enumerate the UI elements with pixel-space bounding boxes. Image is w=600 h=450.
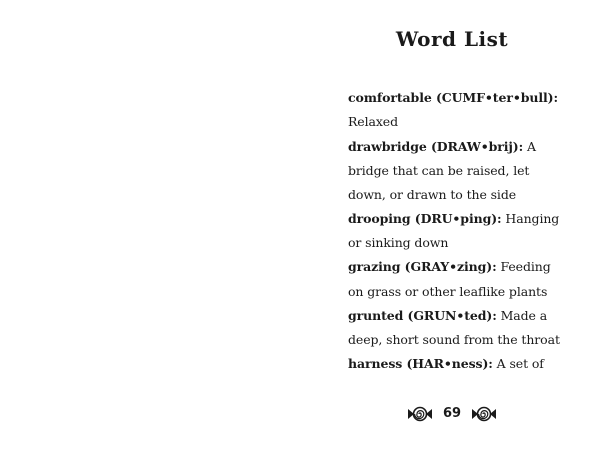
entry-definition: Feeding (496, 259, 551, 274)
entry-definition: Made a (496, 308, 548, 323)
page-footer (406, 404, 498, 424)
entry-term: drawbridge (DRAW•brij): (348, 139, 524, 154)
word-entry-grazing (348, 259, 563, 275)
entry-definition-line: or sinking down (348, 235, 449, 250)
entry-definition-line: down, or drawn to the side (348, 187, 517, 202)
entry-definition-line: bridge that can be raised, let (348, 163, 530, 178)
entry-term: drooping (DRU•ping): (348, 211, 502, 226)
entry-term: grunted (GRUN•ted): (348, 308, 497, 323)
word-entry-harness (348, 356, 563, 372)
entry-definition: Hanging (501, 211, 560, 226)
word-entry-drooping (348, 211, 563, 227)
candy-swirl-icon (406, 406, 434, 422)
candy-swirl-icon (470, 406, 498, 422)
entry-definition-line: on grass or other leaflike plants (348, 284, 548, 299)
entry-term: harness (HAR•ness): (348, 356, 493, 371)
entry-definition-line: deep, short sound from the throat (348, 332, 560, 347)
entry-definition: A set of (492, 356, 544, 371)
entry-definition-line: Relaxed (348, 114, 399, 129)
page-number: 69 (442, 406, 462, 421)
word-entry-comfortable (348, 90, 563, 106)
word-entry-grunted (348, 308, 563, 324)
entry-definition: A (523, 139, 536, 154)
entry-term: comfortable (CUMF•ter•bull): (348, 90, 558, 105)
page-title: Word List (395, 27, 509, 51)
word-entry-drawbridge (348, 139, 563, 155)
entry-term: grazing (GRAY•zing): (348, 259, 497, 274)
